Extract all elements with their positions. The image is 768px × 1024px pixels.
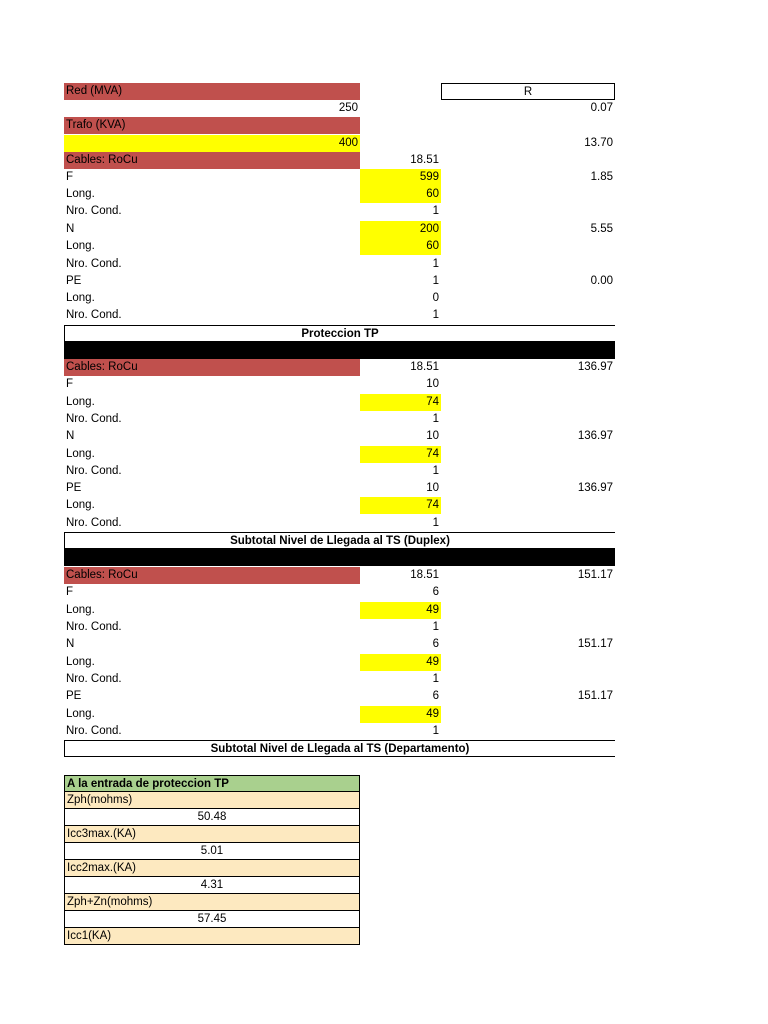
f-long-label-1: Long. [66,188,95,200]
n-nro-cond-label-2: Nro. Cond. [66,465,122,477]
f-section-value-1[interactable]: 599 [360,169,441,186]
trafo-kva-value[interactable]: 400 [64,135,360,152]
pe-r-value-3: 151.17 [577,690,613,702]
n-long-label-2: Long. [66,448,95,460]
pe-long-label-3: Long. [66,708,95,720]
rocu-value-3: 18.51 [410,569,439,581]
f-long-value-3[interactable]: 49 [360,602,441,619]
zph-value: 50.48 [64,809,360,826]
red-mva-label: Red (MVA) [64,83,360,100]
f-nro-cond-label-2: Nro. Cond. [66,413,122,425]
n-r-value-3: 151.17 [577,638,613,650]
f-long-label-3: Long. [66,604,95,616]
n-long-label-3: Long. [66,656,95,668]
trafo-kva-label: Trafo (KVA) [64,117,360,134]
n-nro-cond-label-3: Nro. Cond. [66,673,122,685]
f-nro-cond-value-1: 1 [432,205,439,217]
pe-nro-cond-label-2: Nro. Cond. [66,517,122,529]
cables-rocu-label-1: Cables: RoCu [64,152,360,169]
pe-label-2: PE [66,482,82,494]
pe-long-label-1: Long. [66,292,95,304]
pe-section-value-1: 1 [432,275,439,287]
separator-bar-1 [64,342,615,359]
n-label-3: N [66,638,75,650]
pe-r-value-1: 0.00 [590,275,613,287]
f-label-2: F [66,378,74,390]
summary-title: A la entrada de proteccion TP [64,775,360,792]
f-nro-cond-value-2: 1 [432,413,439,425]
f-nro-cond-label-3: Nro. Cond. [66,621,122,633]
f-long-value-1[interactable]: 60 [360,186,441,203]
f-r-value-1: 1.85 [590,171,613,183]
n-long-value-1[interactable]: 60 [360,238,441,255]
n-nro-cond-value-3: 1 [432,673,439,685]
pe-nro-cond-value-3: 1 [432,725,439,737]
f-long-value-2[interactable]: 74 [360,394,441,411]
departamento-subtotal: Subtotal Nivel de Llegada al TS (Departamento) [64,740,615,757]
f-long-label-2: Long. [66,396,95,408]
pe-nro-cond-label-1: Nro. Cond. [66,309,122,321]
pe-label-3: PE [66,690,82,702]
cables-rocu-label-2: Cables: RoCu [64,359,360,376]
n-long-label-1: Long. [66,240,95,252]
n-long-value-3[interactable]: 49 [360,654,441,671]
pe-long-value-1: 0 [432,292,439,304]
pe-long-value-3[interactable]: 49 [360,706,441,723]
rocu-r-value-2: 136.97 [577,361,613,373]
pe-long-label-2: Long. [66,499,95,511]
icc2max-value: 4.31 [64,877,360,894]
pe-label-1: PE [66,275,82,287]
n-nro-cond-value-2: 1 [432,465,439,477]
separator-bar-2 [64,549,615,566]
f-section-value-3: 6 [432,586,439,598]
icc3max-label: Icc3max.(KA) [64,826,360,843]
icc3max-value: 5.01 [64,843,360,860]
n-long-value-2[interactable]: 74 [360,446,441,463]
r-column-header: R [441,83,615,100]
pe-section-value-3: 6 [432,690,439,702]
n-label-1: N [66,223,75,235]
pe-section-value-2: 10 [426,482,439,494]
f-nro-cond-label-1: Nro. Cond. [66,205,122,217]
red-mva-value[interactable]: 250 [338,102,358,114]
n-r-value-2: 136.97 [577,430,613,442]
trafo-r-value: 13.70 [584,137,613,149]
n-section-value-1[interactable]: 200 [360,221,441,238]
rocu-value-1: 18.51 [410,154,439,166]
f-label-1: F [66,171,74,183]
f-nro-cond-value-3: 1 [432,621,439,633]
pe-nro-cond-value-2: 1 [432,517,439,529]
zph-label: Zph(mohms) [64,792,360,809]
pe-r-value-2: 136.97 [577,482,613,494]
f-label-3: F [66,586,74,598]
n-label-2: N [66,430,75,442]
cables-rocu-label-3: Cables: RoCu [64,567,360,584]
zph-zn-label: Zph+Zn(mohms) [64,894,360,911]
red-r-value: 0.07 [590,102,613,114]
rocu-value-2: 18.51 [410,361,439,373]
rocu-r-value-3: 151.17 [577,569,613,581]
pe-long-value-2[interactable]: 74 [360,497,441,514]
pe-nro-cond-value-1: 1 [432,309,439,321]
icc2max-label: Icc2max.(KA) [64,860,360,877]
n-r-value-1: 5.55 [590,223,613,235]
duplex-subtotal: Subtotal Nivel de Llegada al TS (Duplex) [64,532,615,549]
n-section-value-3: 6 [432,638,439,650]
zph-zn-value: 57.45 [64,911,360,928]
icc1-label: Icc1(KA) [64,928,360,945]
f-section-value-2: 10 [426,378,439,390]
proteccion-tp-subtotal: Proteccion TP [64,325,615,342]
n-nro-cond-label-1: Nro. Cond. [66,258,122,270]
n-nro-cond-value-1: 1 [432,258,439,270]
pe-nro-cond-label-3: Nro. Cond. [66,725,122,737]
n-section-value-2: 10 [426,430,439,442]
